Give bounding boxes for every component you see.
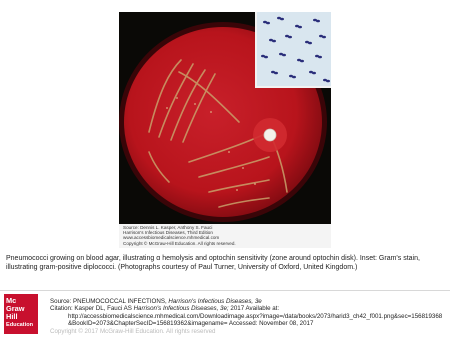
logo-line: Graw	[6, 304, 25, 313]
figure	[119, 12, 331, 248]
copyright-line: Copyright © 2017 McGraw-Hill Education. All rights reserved	[50, 327, 216, 335]
logo-line: Mc	[6, 296, 17, 305]
figure-caption: Pneumococci growing on blood agar, illustrating α hemolysis and optochin sensitivity (zone around optochin disk). Inset: Gram's stain, illustrating gram-positive diplococci. (Photographs courtesy of Paul Turner, University of Oxford, United Kingdom.)	[6, 255, 420, 271]
figure-credit	[119, 224, 331, 248]
blood-agar-photo	[119, 12, 331, 224]
source-prefix: Source: PNEUMOCOCCAL INFECTIONS,	[50, 298, 169, 305]
credit-line: Copyright © McGraw-Hill Education. All rights reserved.	[123, 240, 236, 246]
credit-line: www.accessbiomedicalscience.mhmedical.com	[123, 235, 220, 241]
citation-url-2[interactable]: &BookID=2073&ChapterSecID=156819362&imagename= Accessed: November 08, 2017	[68, 320, 314, 328]
optochin-disk	[264, 129, 276, 141]
citation-book: Harrison's Infectious Diseases, 3e;	[133, 305, 229, 313]
citation-suffix: 2017 Available at:	[228, 305, 280, 313]
source-book: Harrison's Infectious Diseases, 3e	[168, 298, 262, 305]
source-citation	[50, 298, 446, 335]
source-line	[50, 298, 446, 305]
citation-line	[50, 305, 446, 312]
diplococci-illustration	[257, 12, 331, 86]
citation-prefix: Citation: Kasper DL, Fauci AS	[50, 305, 134, 313]
credit-line: Source: Dennis L. Kasper, Anthony S. Fauci	[123, 225, 213, 230]
citation-url-1[interactable]: http://accessbiomedicalscience.mhmedical.com/Downloadimage.aspx?image=/data/books/2073/harid3_ch42_f001.png&sec=156819368	[68, 312, 443, 320]
mcgraw-hill-logo	[4, 294, 38, 334]
divider	[0, 290, 450, 291]
logo-line: Education	[6, 322, 34, 328]
credit-line: Harrison's Infectious Diseases, Third Edition	[123, 230, 213, 236]
logo-line: Hill	[6, 312, 18, 321]
gram-stain-inset	[255, 12, 331, 88]
